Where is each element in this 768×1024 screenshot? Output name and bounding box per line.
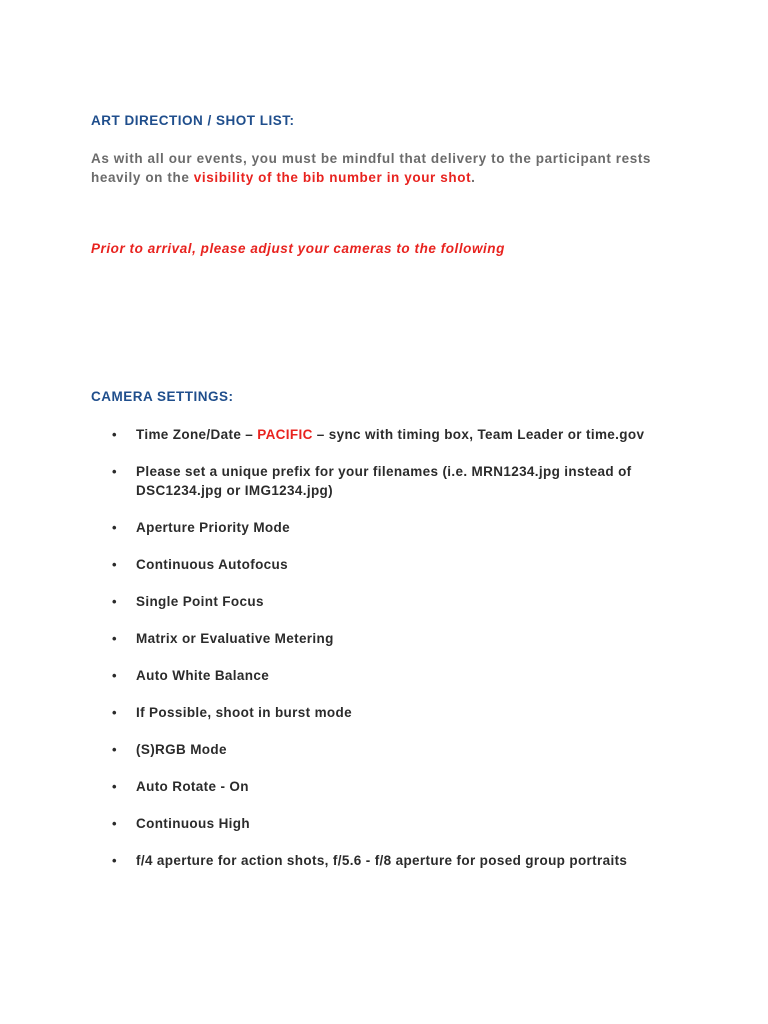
bullet-icon: •	[112, 464, 117, 479]
list-item-text: Aperture Priority Mode	[136, 520, 290, 535]
bullet-icon: •	[112, 668, 117, 683]
camera-settings-list	[0, 425, 768, 888]
bullet-icon: •	[112, 520, 117, 535]
bullet-icon: •	[112, 594, 117, 609]
list-item	[0, 851, 696, 870]
intro-end: .	[471, 170, 476, 185]
list-item-text: Auto White Balance	[136, 668, 270, 683]
list-item-text: f/4 aperture for action shots, f/5.6 - f/8 aperture for posed group portraits	[136, 853, 628, 868]
timezone-highlight: PACIFIC	[257, 427, 313, 442]
prior-arrival-note: Prior to arrival, please adjust your cameras to the following	[91, 241, 505, 256]
list-item	[0, 555, 696, 574]
bullet-icon: •	[112, 631, 117, 646]
list-item-text: Continuous Autofocus	[136, 557, 288, 572]
list-item	[0, 462, 696, 500]
intro-paragraph	[91, 149, 691, 187]
list-item	[0, 592, 696, 611]
timezone-prefix: Time Zone/Date –	[136, 427, 258, 442]
bullet-icon: •	[112, 557, 117, 572]
bullet-icon: •	[112, 705, 117, 720]
list-item	[0, 777, 696, 796]
list-item-text: Please set a unique prefix for your filenames (i.e. MRN1234.jpg instead of DSC1234.jpg or IMG1234.jpg)	[136, 464, 632, 498]
bullet-icon: •	[112, 742, 117, 757]
list-item-text: (S)RGB Mode	[136, 742, 227, 757]
list-item-text: Continuous High	[136, 816, 250, 831]
list-item	[0, 740, 696, 759]
art-direction-heading: ART DIRECTION / SHOT LIST:	[91, 113, 295, 128]
list-item	[0, 666, 696, 685]
list-item	[0, 629, 696, 648]
list-item	[0, 518, 696, 537]
list-item-text: Auto Rotate - On	[136, 779, 249, 794]
bullet-icon: •	[112, 816, 117, 831]
camera-settings-heading: CAMERA SETTINGS:	[91, 389, 234, 404]
intro-highlight: visibility of the bib number in your shot	[193, 170, 472, 185]
list-item	[0, 703, 696, 722]
bullet-icon: •	[112, 427, 117, 442]
bullet-icon: •	[112, 779, 117, 794]
bullet-icon: •	[112, 853, 117, 868]
timezone-suffix: – sync with timing box, Team Leader or time.gov	[312, 427, 645, 442]
intro-text: As with all our events, you must be mindful that delivery to the participant rests heavily on the	[91, 151, 652, 185]
list-item-text: Matrix or Evaluative Metering	[136, 631, 334, 646]
list-item-text: If Possible, shoot in burst mode	[136, 705, 352, 720]
list-item	[0, 814, 696, 833]
list-item-timezone	[0, 425, 696, 444]
list-item-text: Single Point Focus	[136, 594, 264, 609]
